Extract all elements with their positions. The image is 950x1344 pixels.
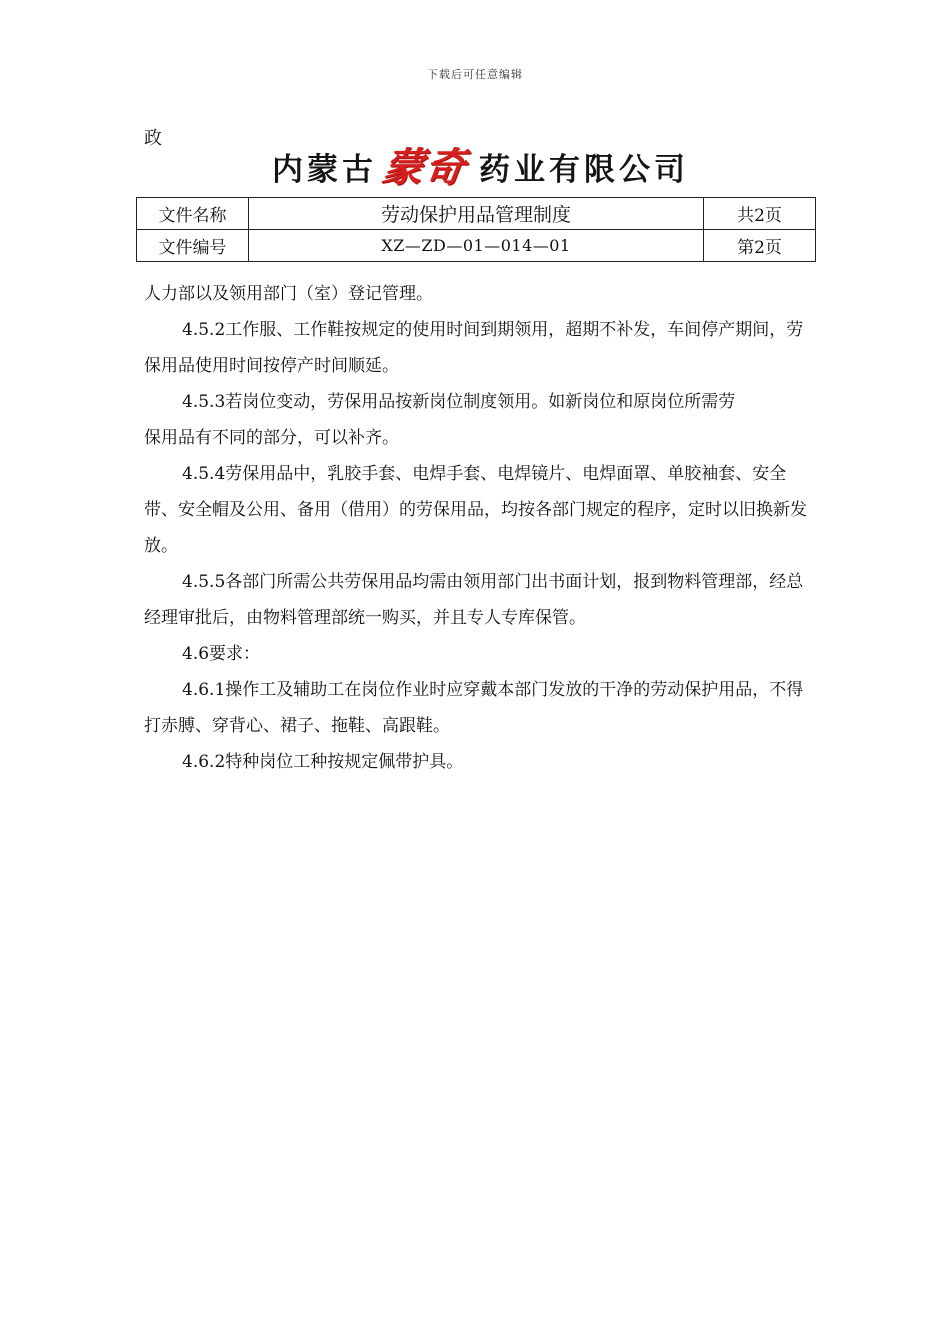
document-code-label: 文件编号 (137, 230, 249, 262)
company-name-suffix: 药业有限公司 (479, 151, 689, 188)
document-code-row (137, 230, 816, 262)
company-name-prefix: 内蒙古 (272, 151, 377, 188)
paragraph-4-5-5: 4.5.5各部门所需公共劳保用品均需由领用部门出书面计划，报到物料管理部，经总经理审批后，由物料管理部统一购买，并且专人专库保管。 (144, 572, 804, 628)
document-name-row (137, 198, 816, 230)
paragraph-4-5-2: 4.5.2工作服、工作鞋按规定的使用时间到期领用，超期不补发，车间停产期间，劳保用品使用时间按停产时间顺延。 (144, 320, 804, 376)
paragraph-continuation: 人力部以及领用部门（室）登记管理。 (144, 284, 433, 304)
document-body (144, 276, 814, 780)
document-info-table (136, 197, 816, 262)
paragraph-4-5-3: 4.5.3若岗位变动，劳保用品按新岗位制度领用。如新岗位和原岗位所需劳 (182, 392, 736, 412)
paragraph-4-6: 4.6要求： (182, 644, 261, 664)
stray-character: 政 (144, 128, 162, 149)
brand-logo: 蒙奇 (379, 143, 471, 191)
download-note: 下载后可任意编辑 (427, 68, 523, 81)
document-code-value: XZ—ZD—01—014—01 (249, 230, 704, 262)
paragraph-4-6-1: 4.6.1操作工及辅助工在岗位作业时应穿戴本部门发放的干净的劳动保护用品，不得打赤膊、穿背心、裙子、拖鞋、高跟鞋。 (144, 680, 804, 736)
document-name-label: 文件名称 (137, 198, 249, 230)
paragraph-4-5-3-continued: 保用品有不同的部分，可以补齐。 (144, 428, 399, 448)
company-header (272, 143, 689, 191)
paragraph-4-5-4: 4.5.4劳保用品中，乳胶手套、电焊手套、电焊镜片、电焊面罩、单胶袖套、安全带、安全帽及公用、备用（借用）的劳保用品，均按各部门规定的程序，定时以旧换新发放。 (144, 464, 807, 556)
document-name-value: 劳动保护用品管理制度 (249, 198, 704, 230)
paragraph-4-6-2: 4.6.2特种岗位工种按规定佩带护具。 (182, 752, 464, 772)
current-page: 第2页 (704, 230, 816, 262)
total-pages: 共2页 (704, 198, 816, 230)
